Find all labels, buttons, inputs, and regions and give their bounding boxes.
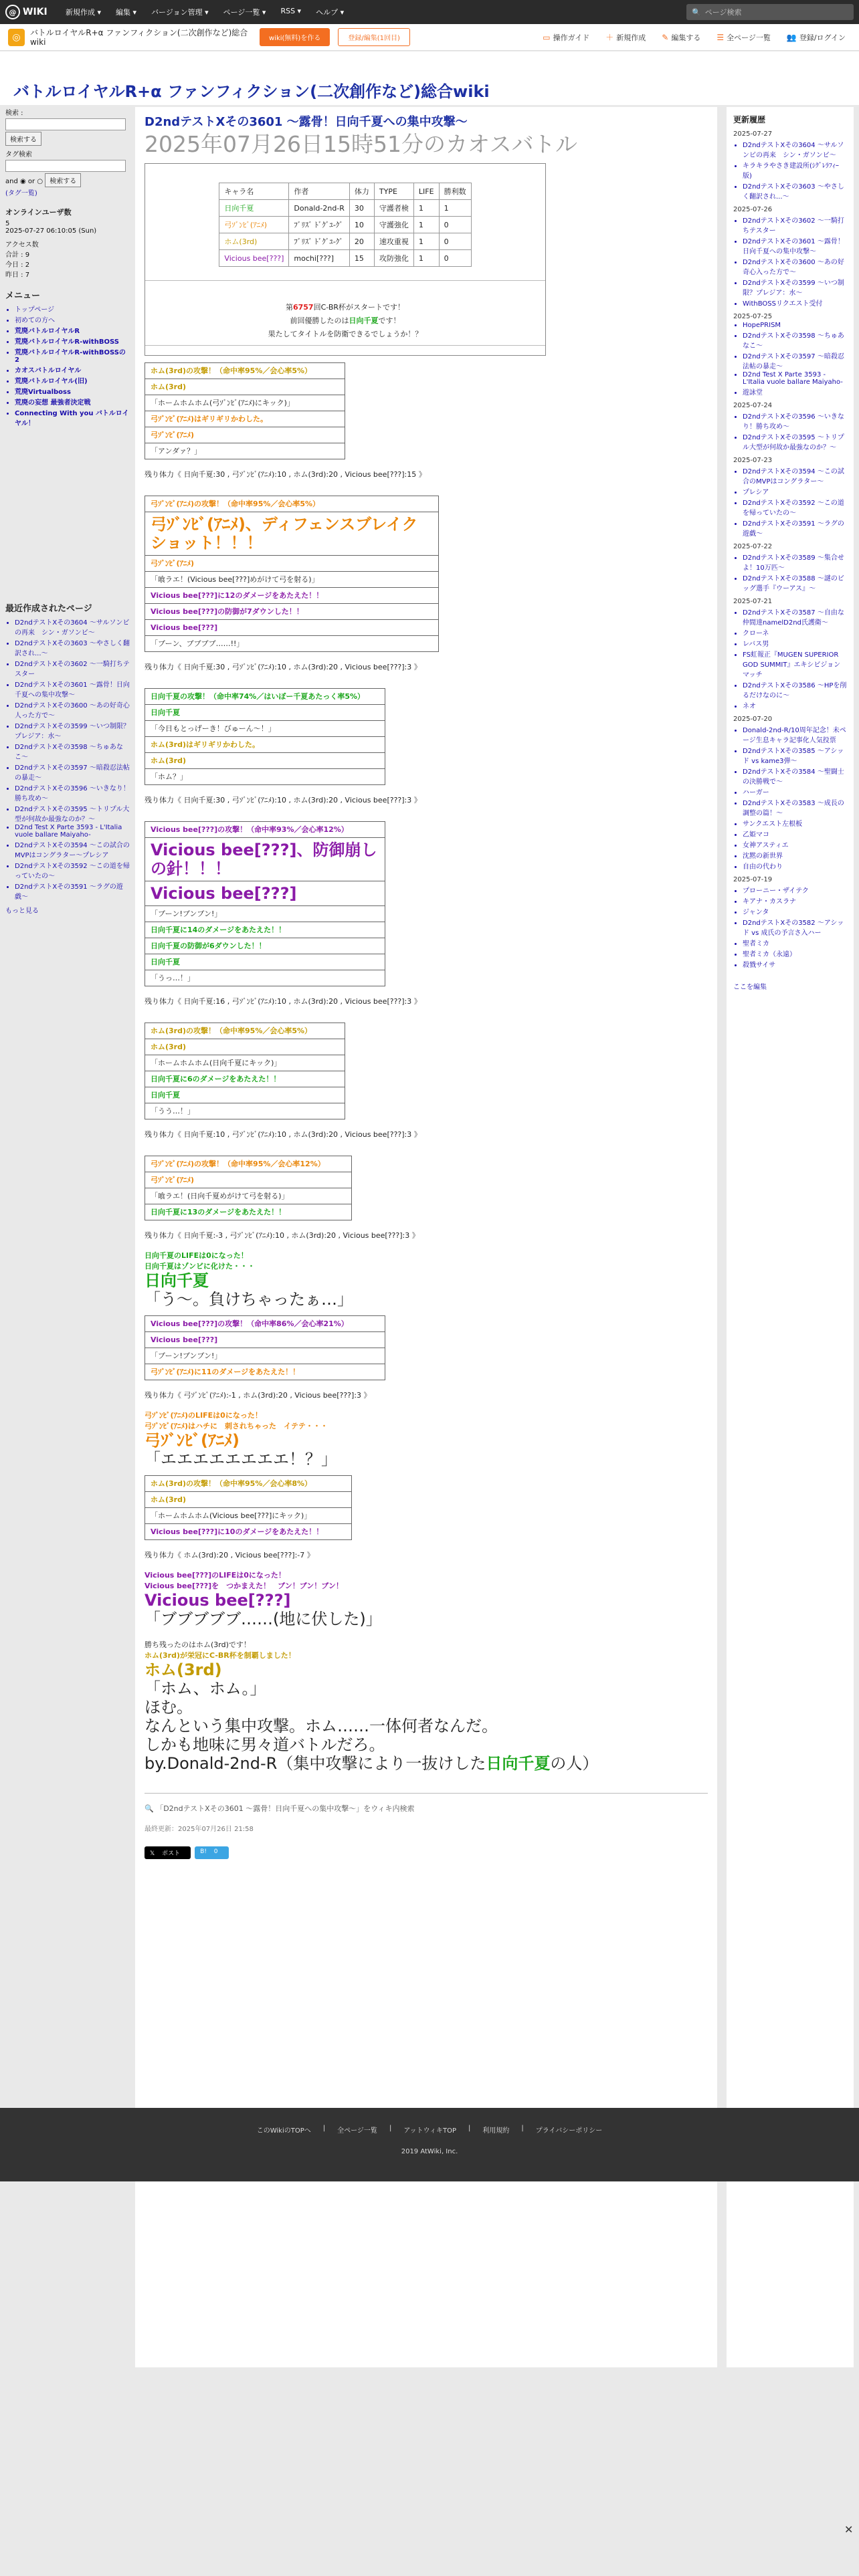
history-item[interactable]: • D2ndテストXその3594 〜この試合のMVPはコングラター〜 bbox=[743, 465, 847, 486]
page-subtitle: 2025年07月26日15時51分のカオスバトル bbox=[145, 131, 577, 157]
site-icon: ◎ bbox=[8, 29, 25, 46]
divider bbox=[145, 280, 545, 281]
attack-line: 日向千夏 bbox=[145, 1087, 345, 1103]
attack-line: 「ホームホムホム(日向千夏にキック)」 bbox=[145, 1055, 345, 1071]
divider bbox=[145, 345, 545, 346]
sidebar-menu-item[interactable]: • Connecting With you バトルロイヤル！ bbox=[15, 407, 130, 427]
page-title: D2ndテストXその3601 〜露骨！日向千夏への集中攻撃〜 bbox=[145, 115, 468, 129]
intro-line-2: 前回優勝したのは日向千夏です！ bbox=[290, 316, 401, 325]
history-item[interactable]: • D2ndテストXその3599 〜いつ制限？プレジア：水〜 bbox=[743, 277, 847, 297]
ending-text: by.Donald-2nd-R（集中攻撃により一抜けした bbox=[145, 1754, 486, 1773]
history-item[interactable]: • D2ndテストXその3584 〜聖闘士の決勝戦で〜 bbox=[743, 766, 847, 786]
history-item[interactable]: • D2ndテストXその3586 〜HPを削るだけなのに〜 bbox=[743, 679, 847, 700]
attack-line: Vicious bee[???]、防御崩しの針！！！ bbox=[145, 838, 385, 881]
history-item[interactable]: • D2ndテストXその3591 〜ラグの遊戯〜 bbox=[743, 518, 847, 538]
attack-line: ホム(3rd)の攻撃！（命中率95%／会心率5%） bbox=[145, 363, 345, 379]
history-item[interactable]: • 女神アスティエ bbox=[743, 839, 847, 849]
history-item[interactable]: • キアナ・カスラナ bbox=[743, 895, 847, 905]
hp-status: 残り体力《 日向千夏:30 , 弓ｿﾞﾝﾋﾞ(ｱﾆﾒ):10 , ホム(3rd):20 , Vicious bee[???]:15 》 bbox=[145, 470, 426, 479]
access-title: アクセス数 bbox=[5, 241, 39, 249]
hp-status: 残り体力《 日向千夏:10 , 弓ｿﾞﾝﾋﾞ(ｱﾆﾒ):10 , ホム(3rd):20 , Vicious bee[???]:3 》 bbox=[145, 1130, 421, 1139]
right-sidebar bbox=[727, 107, 854, 2367]
defeated-name: 弓ｿﾞﾝﾋﾞ(ｱﾆﾒ) bbox=[145, 1431, 240, 1450]
recent-page-item[interactable]: • D2ndテストXその3595 〜トリプル大型が何故か最強なのか？〜 bbox=[15, 803, 130, 823]
history-item[interactable]: • D2ndテストXその3603 〜やさしく翻訳され...〜 bbox=[743, 181, 847, 201]
attack-line: 日向千夏に6のダメージをあたえた！！ bbox=[145, 1071, 345, 1087]
hp-status: 残り体力《 ホム(3rd):20 , Vicious bee[???]:-7 》 bbox=[145, 1551, 314, 1560]
history-group bbox=[733, 607, 847, 710]
history-item[interactable]: • D2ndテストXその3583 〜成長の調整の篇！〜 bbox=[743, 797, 847, 817]
tag-search-button[interactable]: 検索する bbox=[45, 173, 81, 187]
menu-pages[interactable]: ページ一覧 ▾ bbox=[223, 8, 266, 17]
history-date: 2025-07-25 bbox=[733, 313, 773, 320]
attack-line: 「ブーン、ブブブブ……!!」 bbox=[151, 639, 244, 648]
site-name[interactable]: ◎ バトルロイヤルR+α ファンフィクション(二次創作など)総合wiki bbox=[0, 28, 254, 47]
battle-log bbox=[145, 163, 546, 356]
recent-page-item[interactable]: • D2ndテストXその3596 〜いきなり！勝ち攻め〜 bbox=[15, 782, 130, 802]
sidebar-menu-item[interactable]: • 荒廃バトルロイヤルR bbox=[15, 325, 130, 335]
attack-line: 弓ｿﾞﾝﾋﾞ(ｱﾆﾒ)、ディフェンスブレイクショット！！！ bbox=[145, 512, 438, 556]
attack-box bbox=[145, 1315, 385, 1380]
recent-page-item[interactable]: • D2ndテストXその3603 〜やさしく翻訳され...〜 bbox=[15, 637, 130, 657]
footer-link-atwiki[interactable]: アットウィキTOP bbox=[403, 2127, 457, 2135]
attack-line: 「喰ラエ！(日向千夏めがけて弓を射る)」 bbox=[145, 1188, 351, 1204]
sidebar-menu-item[interactable]: • 荒廃Virtualboss bbox=[15, 386, 130, 396]
history-item[interactable]: • クローネ bbox=[743, 627, 847, 637]
attack-box bbox=[145, 821, 385, 986]
copyright: 2019 AtWiki, Inc. bbox=[401, 2148, 458, 2155]
create-wiki-button[interactable]: wiki(無料)を作る bbox=[260, 28, 330, 46]
attack-line: 「喰ラエ！(Vicious bee[???]めがけて弓を射る)」 bbox=[145, 572, 438, 588]
sidebar-menu-item[interactable]: • トップページ bbox=[15, 304, 130, 314]
menu-version[interactable]: バージョン管理 ▾ bbox=[151, 8, 209, 17]
defeat-line: 日向千夏はゾンビに化けた・・・ bbox=[145, 1262, 255, 1271]
history-item[interactable]: • 聖者ミカ bbox=[743, 938, 847, 948]
intro-line-1: 第6757回C-BR杯がスタートです！ bbox=[285, 303, 405, 312]
attack-line: 「うう…！」 bbox=[151, 1107, 195, 1115]
online-title: オンラインユーザ数 bbox=[5, 208, 72, 217]
recent-page-item[interactable]: • D2nd Test X Parte 3593 - L'Italia vuole ballare Maiyaho- bbox=[15, 824, 130, 839]
attack-line: Vicious bee[???]の攻撃！（命中率93%／会心率12%） bbox=[145, 822, 385, 838]
winner-line: ホム(3rd)が栄冠にC-BR杯を制覇しました！ bbox=[145, 1651, 296, 1660]
history-item[interactable]: • D2ndテストXその3602 〜一騎打ちテスター bbox=[743, 215, 847, 235]
history-item[interactable]: • D2ndテストXその3604 〜サルソンビの再来 シン・ガソンビ〜 bbox=[743, 139, 847, 159]
table-row: ホム(3rd) ﾌﾞﾘｽﾞ ﾄﾞｸﾞﾕ-ｸﾞ 20 速攻重視 1 0 bbox=[219, 233, 471, 250]
attack-box bbox=[145, 1023, 345, 1119]
history-item[interactable]: • レバス男 bbox=[743, 638, 847, 648]
history-item[interactable]: • 沈黙の新世界 bbox=[743, 850, 847, 860]
register-button[interactable]: 登録/編集(1回目) bbox=[338, 28, 410, 46]
sidebar-menu-item[interactable]: • 初めての方へ bbox=[15, 314, 130, 324]
recent-page-item[interactable]: • D2ndテストXその3599 〜いつ制限？プレジア：水〜 bbox=[15, 720, 130, 740]
site-subbar bbox=[0, 24, 859, 51]
winner-quote: 「ホム、ホム。」 bbox=[145, 1679, 266, 1698]
history-item[interactable]: • D2nd Test X Parte 3593 - L'Italia vuole ballare Maiyaho- bbox=[743, 371, 847, 386]
access-total: 合計 : 9 bbox=[5, 251, 30, 259]
history-item[interactable]: • Donald-2nd-R/10周年記念！未ページ生息キャラ記事化人気投票 bbox=[743, 724, 847, 744]
hp-status: 残り体力《 日向千夏:30 , 弓ｿﾞﾝﾋﾞ(ｱﾆﾒ):10 , ホム(3rd):20 , Vicious bee[???]:3 》 bbox=[145, 663, 421, 671]
main-content bbox=[135, 107, 717, 2367]
defeat-line: 弓ｿﾞﾝﾋﾞ(ｱﾆﾒ)はハチに 刺されちゃった イテテ・・・ bbox=[145, 1422, 328, 1430]
recent-page-item[interactable]: • D2ndテストXその3598 〜ちゅあなこ〜 bbox=[15, 741, 130, 761]
ending-line: ほむ。 bbox=[145, 1698, 193, 1717]
attack-line: 弓ｿﾞﾝﾋﾞ(ｱﾆﾒ) bbox=[145, 556, 438, 572]
history-group bbox=[733, 139, 847, 201]
history-item[interactable]: • HopePRISM bbox=[743, 322, 847, 329]
history-item[interactable]: • サンクエスト左根板 bbox=[743, 818, 847, 828]
history-item[interactable]: • D2ndテストXその3582 〜アシッド vs 成氏の予言さ入ハー bbox=[743, 917, 847, 937]
attack-line: 弓ｿﾞﾝﾋﾞ(ｱﾆﾒ)に11のダメージをあたえた！！ bbox=[151, 1368, 300, 1376]
battle-sequence bbox=[145, 356, 708, 1773]
history-item[interactable]: • D2ndテストXその3596 〜いきなり！勝ち攻め〜 bbox=[743, 411, 847, 431]
attack-line: Vicious bee[???] bbox=[145, 881, 385, 906]
footer-link-privacy[interactable]: プライバシーポリシー bbox=[535, 2127, 603, 2135]
ending-line bbox=[145, 1754, 708, 1773]
or-radio[interactable]: or bbox=[27, 178, 35, 185]
and-radio[interactable]: and bbox=[5, 178, 18, 185]
attack-line: Vicious bee[???]の防御が7ダウンした！！ bbox=[145, 604, 438, 620]
history-list bbox=[733, 130, 847, 969]
attack-line: ホム(3rd) bbox=[145, 1492, 351, 1508]
attack-line: 日向千夏 bbox=[145, 954, 385, 970]
ending-name: 日向千夏 bbox=[486, 1754, 551, 1773]
history-item[interactable]: • D2ndテストXその3585 〜アシッド vs kame3弾〜 bbox=[743, 745, 847, 765]
attack-line: 日向千夏に13のダメージをあたえた！！ bbox=[151, 1208, 286, 1216]
history-date: 2025-07-19 bbox=[733, 876, 773, 883]
x-post-button[interactable]: 𝕏 ポスト bbox=[145, 1846, 191, 1859]
sidebar-search-input[interactable] bbox=[5, 118, 126, 130]
defeated-quote: 「ブブブブブ……(地に伏した)」 bbox=[145, 1610, 382, 1628]
history-item[interactable]: • 乙姫マコ bbox=[743, 829, 847, 839]
attack-line: 日向千夏の防御が6ダウンした！！ bbox=[145, 938, 385, 954]
hp-status: 残り体力《 弓ｿﾞﾝﾋﾞ(ｱﾆﾒ):-1 , ホム(3rd):20 , Vicious bee[???]:3 》 bbox=[145, 1391, 371, 1400]
bookmark-button[interactable]: B! 0 bbox=[195, 1846, 228, 1859]
attack-line: Vicious bee[???] bbox=[145, 1332, 385, 1348]
history-date: 2025-07-26 bbox=[733, 206, 773, 213]
attack-box bbox=[145, 1156, 352, 1220]
history-item[interactable]: • WithBOSSリクエスト受付 bbox=[743, 298, 847, 308]
menu-edit[interactable]: 編集 ▾ bbox=[116, 8, 137, 17]
recent-page-item[interactable]: • D2ndテストXその3594 〜この試合のMVPはコングラター〜プレシア bbox=[15, 839, 130, 859]
attack-line: 弓ｿﾞﾝﾋﾞ(ｱﾆﾒ) bbox=[145, 427, 345, 443]
sidebar-menu bbox=[5, 304, 130, 427]
attack-box bbox=[145, 688, 385, 785]
history-group bbox=[733, 411, 847, 451]
history-item[interactable]: • D2ndテストXその3601 〜露骨！日向千夏への集中攻撃〜 bbox=[743, 235, 847, 255]
wiki-search-link[interactable]: 🔍 「D2ndテストXその3601 〜露骨！日向千夏への集中攻撃〜」をウィキ内検索 bbox=[145, 1804, 415, 1813]
last-updated: 最終更新：2025年07月26日 21:58 bbox=[145, 1826, 254, 1833]
history-date: 2025-07-27 bbox=[733, 130, 773, 138]
sidebar-menu-item[interactable]: • 荒廃の妄想 最強者決定戦 bbox=[15, 397, 130, 407]
attack-line: ホム(3rd) bbox=[145, 1039, 345, 1055]
attack-line: ホム(3rd)の攻撃！（命中率95%／会心率5%） bbox=[145, 1023, 345, 1039]
history-item[interactable]: • D2ndテストXその3587 〜自由な仲間達namelD2nd氏護衛〜 bbox=[743, 607, 847, 627]
attack-line: 「アンダァ？」 bbox=[151, 447, 202, 455]
history-item[interactable]: • 自由の代わり bbox=[743, 861, 847, 871]
hp-status: 残り体力《 日向千夏:30 , 弓ｿﾞﾝﾋﾞ(ｱﾆﾒ):10 , ホム(3rd):20 , Vicious bee[???]:3 》 bbox=[145, 796, 421, 804]
sidebar-search-button[interactable]: 検索する bbox=[5, 132, 41, 146]
page-search-input[interactable]: 🔍 ページ検索 bbox=[686, 4, 854, 20]
attack-line: 弓ｿﾞﾝﾋﾞ(ｱﾆﾒ) bbox=[145, 1172, 351, 1188]
all-pages-button[interactable]: ☰ 全ページ一覧 bbox=[717, 32, 771, 42]
hp-status: 残り体力《 日向千夏:16 , 弓ｿﾞﾝﾋﾞ(ｱﾆﾒ):10 , ホム(3rd):20 , Vicious bee[???]:3 》 bbox=[145, 997, 421, 1006]
list-icon: ☰ bbox=[717, 32, 725, 42]
share-buttons bbox=[145, 1846, 708, 1859]
attack-line: ホム(3rd)はギリギリかわした。 bbox=[145, 737, 385, 753]
history-item[interactable]: • D2ndテストXその3589 〜集合せよ！10万匹〜 bbox=[743, 552, 847, 572]
subbar-actions bbox=[543, 31, 859, 43]
table-row: Vicious bee[???] mochi[???] 15 攻防強化 1 0 bbox=[219, 250, 471, 267]
more-link[interactable]: もっと見る bbox=[5, 907, 39, 915]
tag-search-options: and ◉ or ○ 検索する bbox=[5, 173, 130, 187]
attack-box bbox=[145, 362, 345, 459]
ending-text: の人） bbox=[550, 1754, 599, 1773]
divider bbox=[145, 1793, 708, 1794]
attack-line: 「うっ…！」 bbox=[151, 974, 195, 982]
history-item[interactable]: • キラキラやさき建設所(ｼｸﾞﾚﾗﾌｨｰ版) bbox=[743, 160, 847, 180]
history-date: 2025-07-23 bbox=[733, 457, 773, 464]
attack-line: 日向千夏の攻撃！（命中率74%／はいぼー千夏あたっく率5%） bbox=[145, 689, 385, 705]
intro-line-3: 果たしてタイトルを防衛できるでしょうか！？ bbox=[268, 330, 423, 338]
defeated-quote: 「う〜。負けちゃったぁ…」 bbox=[145, 1290, 353, 1309]
history-title: 更新履歴 bbox=[733, 115, 766, 124]
attack-line: Vicious bee[???]に10のダメージをあたえた！！ bbox=[151, 1527, 324, 1536]
edit-here-link[interactable]: ここを編集 bbox=[733, 984, 767, 991]
attack-line: 「ブーン!ブンブン!」 bbox=[145, 1348, 385, 1364]
history-item[interactable]: • D2ndテストXその3600 〜あの好奇心入った方で〜 bbox=[743, 256, 847, 276]
history-item[interactable]: • ネオ bbox=[743, 700, 847, 710]
attack-box bbox=[145, 496, 439, 652]
online-count: 5 bbox=[5, 220, 10, 227]
wiki-title[interactable]: バトルロイヤルR+α ファンフィクション(二次創作など)総合wiki bbox=[13, 82, 490, 101]
history-item[interactable]: • D2ndテストXその3598 〜ちゅあなこ〜 bbox=[743, 330, 847, 350]
history-item[interactable]: • 遊詠堂 bbox=[743, 387, 847, 397]
table-header: キャラ名 作者 体力 TYPE LIFE 勝利数 bbox=[219, 183, 471, 200]
sidebar-menu-item[interactable]: • 荒廃バトルロイヤルR-withBOSS bbox=[15, 336, 130, 346]
attack-box bbox=[145, 1475, 352, 1540]
attack-line: ホム(3rd)の攻撃！（命中率95%／会心率8%） bbox=[145, 1476, 351, 1492]
winner-line: 勝ち残ったのはホム(3rd)です！ bbox=[145, 1640, 251, 1649]
online-time: 2025-07-27 06:10:05 (Sun) bbox=[5, 227, 97, 235]
footer-link-top[interactable]: このWikiのTOPへ bbox=[256, 2127, 311, 2135]
character-table bbox=[219, 183, 471, 267]
wiki-header bbox=[0, 51, 859, 105]
menu-help[interactable]: ヘルプ ▾ bbox=[316, 8, 345, 17]
history-date: 2025-07-20 bbox=[733, 716, 773, 723]
topbar-menu bbox=[60, 7, 349, 17]
attack-line: 「ホームホムホム(弓ｿﾞﾝﾋﾞ(ｱﾆﾒ)にキック)」 bbox=[145, 395, 345, 411]
history-item[interactable]: • ハーガー bbox=[743, 786, 847, 796]
new-page-button[interactable]: ＋ 新規作成 bbox=[605, 33, 646, 42]
defeat-line: Vicious bee[???]を つかまえた！ ブン！ブン！ブン！ bbox=[145, 1582, 343, 1590]
pencil-icon: ✎ bbox=[662, 32, 669, 42]
history-item[interactable]: • プレシア bbox=[743, 486, 847, 496]
attack-line: 「ブーン!ブンブン!」 bbox=[145, 906, 385, 922]
history-group bbox=[733, 724, 847, 871]
history-item[interactable]: • FS虹報正『MUGEN SUPERIOR GOD SUMMIT』エキシビジョンマッチ bbox=[743, 649, 847, 679]
history-group bbox=[733, 322, 847, 397]
global-topbar bbox=[0, 0, 859, 24]
history-item[interactable]: • 殺戮サイサ bbox=[743, 959, 847, 969]
attack-line: 「ホームホムホム(Vicious bee[???]にキック)」 bbox=[145, 1508, 351, 1524]
defeat-line: Vicious bee[???]のLIFEは0になった！ bbox=[145, 1571, 286, 1580]
attack-line: Vicious bee[???]に12のダメージをあたえた！！ bbox=[145, 588, 438, 604]
ending-line: しかも地味に男々道バトルだろ。 bbox=[145, 1735, 385, 1754]
close-icon[interactable]: ✕ bbox=[844, 2523, 854, 2536]
menu-title: メニュー bbox=[5, 291, 41, 301]
plus-icon: ＋ bbox=[605, 33, 614, 42]
history-date: 2025-07-21 bbox=[733, 598, 773, 605]
sidebar-menu-item[interactable]: • 荒廃バトルロイヤルR-withBOSSの2 bbox=[15, 346, 130, 364]
history-item[interactable]: • D2ndテストXその3588 〜謎のビッグ選手『ウーアス』〜 bbox=[743, 572, 847, 593]
history-item[interactable]: • D2ndテストXその3595 〜トリプル大型が何故か最強なのか？〜 bbox=[743, 431, 847, 451]
attack-line: Vicious bee[???]の攻撃！（命中率86%／会心率21%） bbox=[145, 1316, 385, 1332]
footer bbox=[0, 2108, 859, 2181]
recent-page-item[interactable]: • D2ndテストXその3602 〜一騎打ちテスター bbox=[15, 658, 130, 678]
wiki-logo-icon: @ bbox=[5, 5, 20, 19]
history-item[interactable]: • プローニー・ザイテク bbox=[743, 885, 847, 895]
hp-status: 残り体力《 日向千夏:-3 , 弓ｿﾞﾝﾋﾞ(ｱﾆﾒ):10 , ホム(3rd):20 , Vicious bee[???]:3 》 bbox=[145, 1231, 419, 1240]
history-group bbox=[733, 465, 847, 538]
history-item[interactable]: • 聖者ミカ（永遠） bbox=[743, 948, 847, 958]
recent-list bbox=[5, 617, 130, 901]
history-group bbox=[733, 885, 847, 969]
history-item[interactable]: • ジャンタ bbox=[743, 906, 847, 916]
intro bbox=[145, 301, 545, 341]
recent-page-item[interactable]: • D2ndテストXその3601 〜露骨！日向千夏への集中攻撃〜 bbox=[15, 679, 130, 699]
history-group bbox=[733, 552, 847, 593]
attack-line: 日向千夏に14のダメージをあたえた！！ bbox=[145, 922, 385, 938]
winner-name: ホム(3rd) bbox=[145, 1660, 222, 1679]
search-label: 検索 : bbox=[5, 110, 23, 117]
history-date: 2025-07-24 bbox=[733, 402, 773, 409]
history-date: 2025-07-22 bbox=[733, 543, 773, 550]
tag-list-link[interactable]: (タグ一覧) bbox=[5, 190, 37, 197]
attack-line: ホム(3rd) bbox=[145, 753, 385, 769]
history-group bbox=[733, 215, 847, 308]
recent-page-item[interactable]: • D2ndテストXその3600 〜あの好奇心人った方で〜 bbox=[15, 700, 130, 720]
guide-button[interactable]: ▭ 操作ガイド bbox=[543, 32, 590, 42]
sidebar-menu-item[interactable]: • カオスバトルロイヤル bbox=[15, 364, 130, 374]
attack-line: Vicious bee[???] bbox=[145, 620, 438, 636]
recent-page-item[interactable]: • D2ndテストXその3604 〜サルソンビの再来 シン・ガソンビ〜 bbox=[15, 617, 130, 637]
search-icon: 🔍 bbox=[692, 7, 701, 17]
attack-line: ホム(3rd) bbox=[145, 379, 345, 395]
ending-line: なんという集中攻撃。ホム……一体何者なんだ。 bbox=[145, 1717, 498, 1735]
attack-line: 弓ｿﾞﾝﾋﾞ(ｱﾆﾒ)の攻撃！（命中率95%／会心率12%） bbox=[145, 1156, 351, 1172]
guide-icon: ▭ bbox=[543, 32, 551, 42]
attack-line: 「今日もとっげーき！びゅーん～！」 bbox=[145, 721, 385, 737]
user-icon: 👥 bbox=[786, 32, 797, 42]
access-yesterday: 昨日 : 7 bbox=[5, 272, 30, 279]
attack-line: 日向千夏 bbox=[145, 705, 385, 721]
footer-link-terms[interactable]: 利用規約 bbox=[482, 2127, 510, 2135]
history-item[interactable]: • D2ndテストXその3592 〜この道を帰っていたの〜 bbox=[743, 497, 847, 517]
defeat-line: 弓ｿﾞﾝﾋﾞ(ｱﾆﾒ)のLIFEは0になった！ bbox=[145, 1411, 262, 1420]
table-row: 弓ｿﾞﾝﾋﾞ(ｱﾆﾒ) ﾌﾞﾘｽﾞ ﾄﾞｸﾞﾕ-ｸﾞ 10 守護強化 1 0 bbox=[219, 217, 471, 233]
footer-links: このWikiのTOPへ | 全ページ一覧 | アットウィキTOP | 利用規約 | プライバシーポリシー bbox=[256, 2125, 603, 2135]
menu-new[interactable]: 新規作成 ▾ bbox=[66, 8, 102, 17]
attack-line: 「ホム？」 bbox=[151, 772, 187, 781]
history-item[interactable]: • D2ndテストXその3597 〜暗殺忍法帖の暴走〜 bbox=[743, 350, 847, 370]
tag-search-label: タグ検索 bbox=[5, 151, 32, 158]
attack-line: 弓ｿﾞﾝﾋﾞ(ｱﾆﾒ)の攻撃！（命中率95%／会心率5%） bbox=[145, 496, 438, 512]
defeat-line: 日向千夏のLIFEは0になった！ bbox=[145, 1251, 248, 1260]
defeated-name: 日向千夏 bbox=[145, 1271, 209, 1290]
edit-button[interactable]: ✎ 編集する bbox=[662, 32, 701, 42]
defeated-quote: 「エエエエエエエエ！？」 bbox=[145, 1450, 337, 1469]
recent-page-item[interactable]: • D2ndテストXその3597 〜暗殺忍法帖の暴走〜 bbox=[15, 762, 130, 782]
atwiki-logo[interactable]: @ WIKI bbox=[0, 0, 55, 24]
attack-line: 弓ｿﾞﾝﾋﾞ(ｱﾆﾒ)はギリギリかわした。 bbox=[145, 411, 345, 427]
recent-title: 最近作成されたページ bbox=[5, 604, 92, 614]
recent-page-item[interactable]: • D2ndテストXその3592 〜この道を帰っていたの〜 bbox=[15, 860, 130, 880]
sidebar-menu-item[interactable]: • 荒廃バトルロイヤル(旧) bbox=[15, 375, 130, 385]
defeated-name: Vicious bee[???] bbox=[145, 1591, 291, 1610]
login-button[interactable]: 👥 登録/ログイン bbox=[786, 32, 846, 42]
menu-rss[interactable]: RSS ▾ bbox=[280, 7, 302, 15]
tag-search-input[interactable] bbox=[5, 160, 126, 172]
recent-page-item[interactable]: • D2ndテストXその3591 〜ラグの遊戯〜 bbox=[15, 881, 130, 901]
left-sidebar bbox=[5, 107, 130, 2367]
table-row: 日向千夏 Donald-2nd-R 30 守護者検 1 1 bbox=[219, 200, 471, 217]
access-today: 今日 : 2 bbox=[5, 261, 30, 269]
footer-link-all[interactable]: 全ページ一覧 bbox=[337, 2127, 377, 2135]
